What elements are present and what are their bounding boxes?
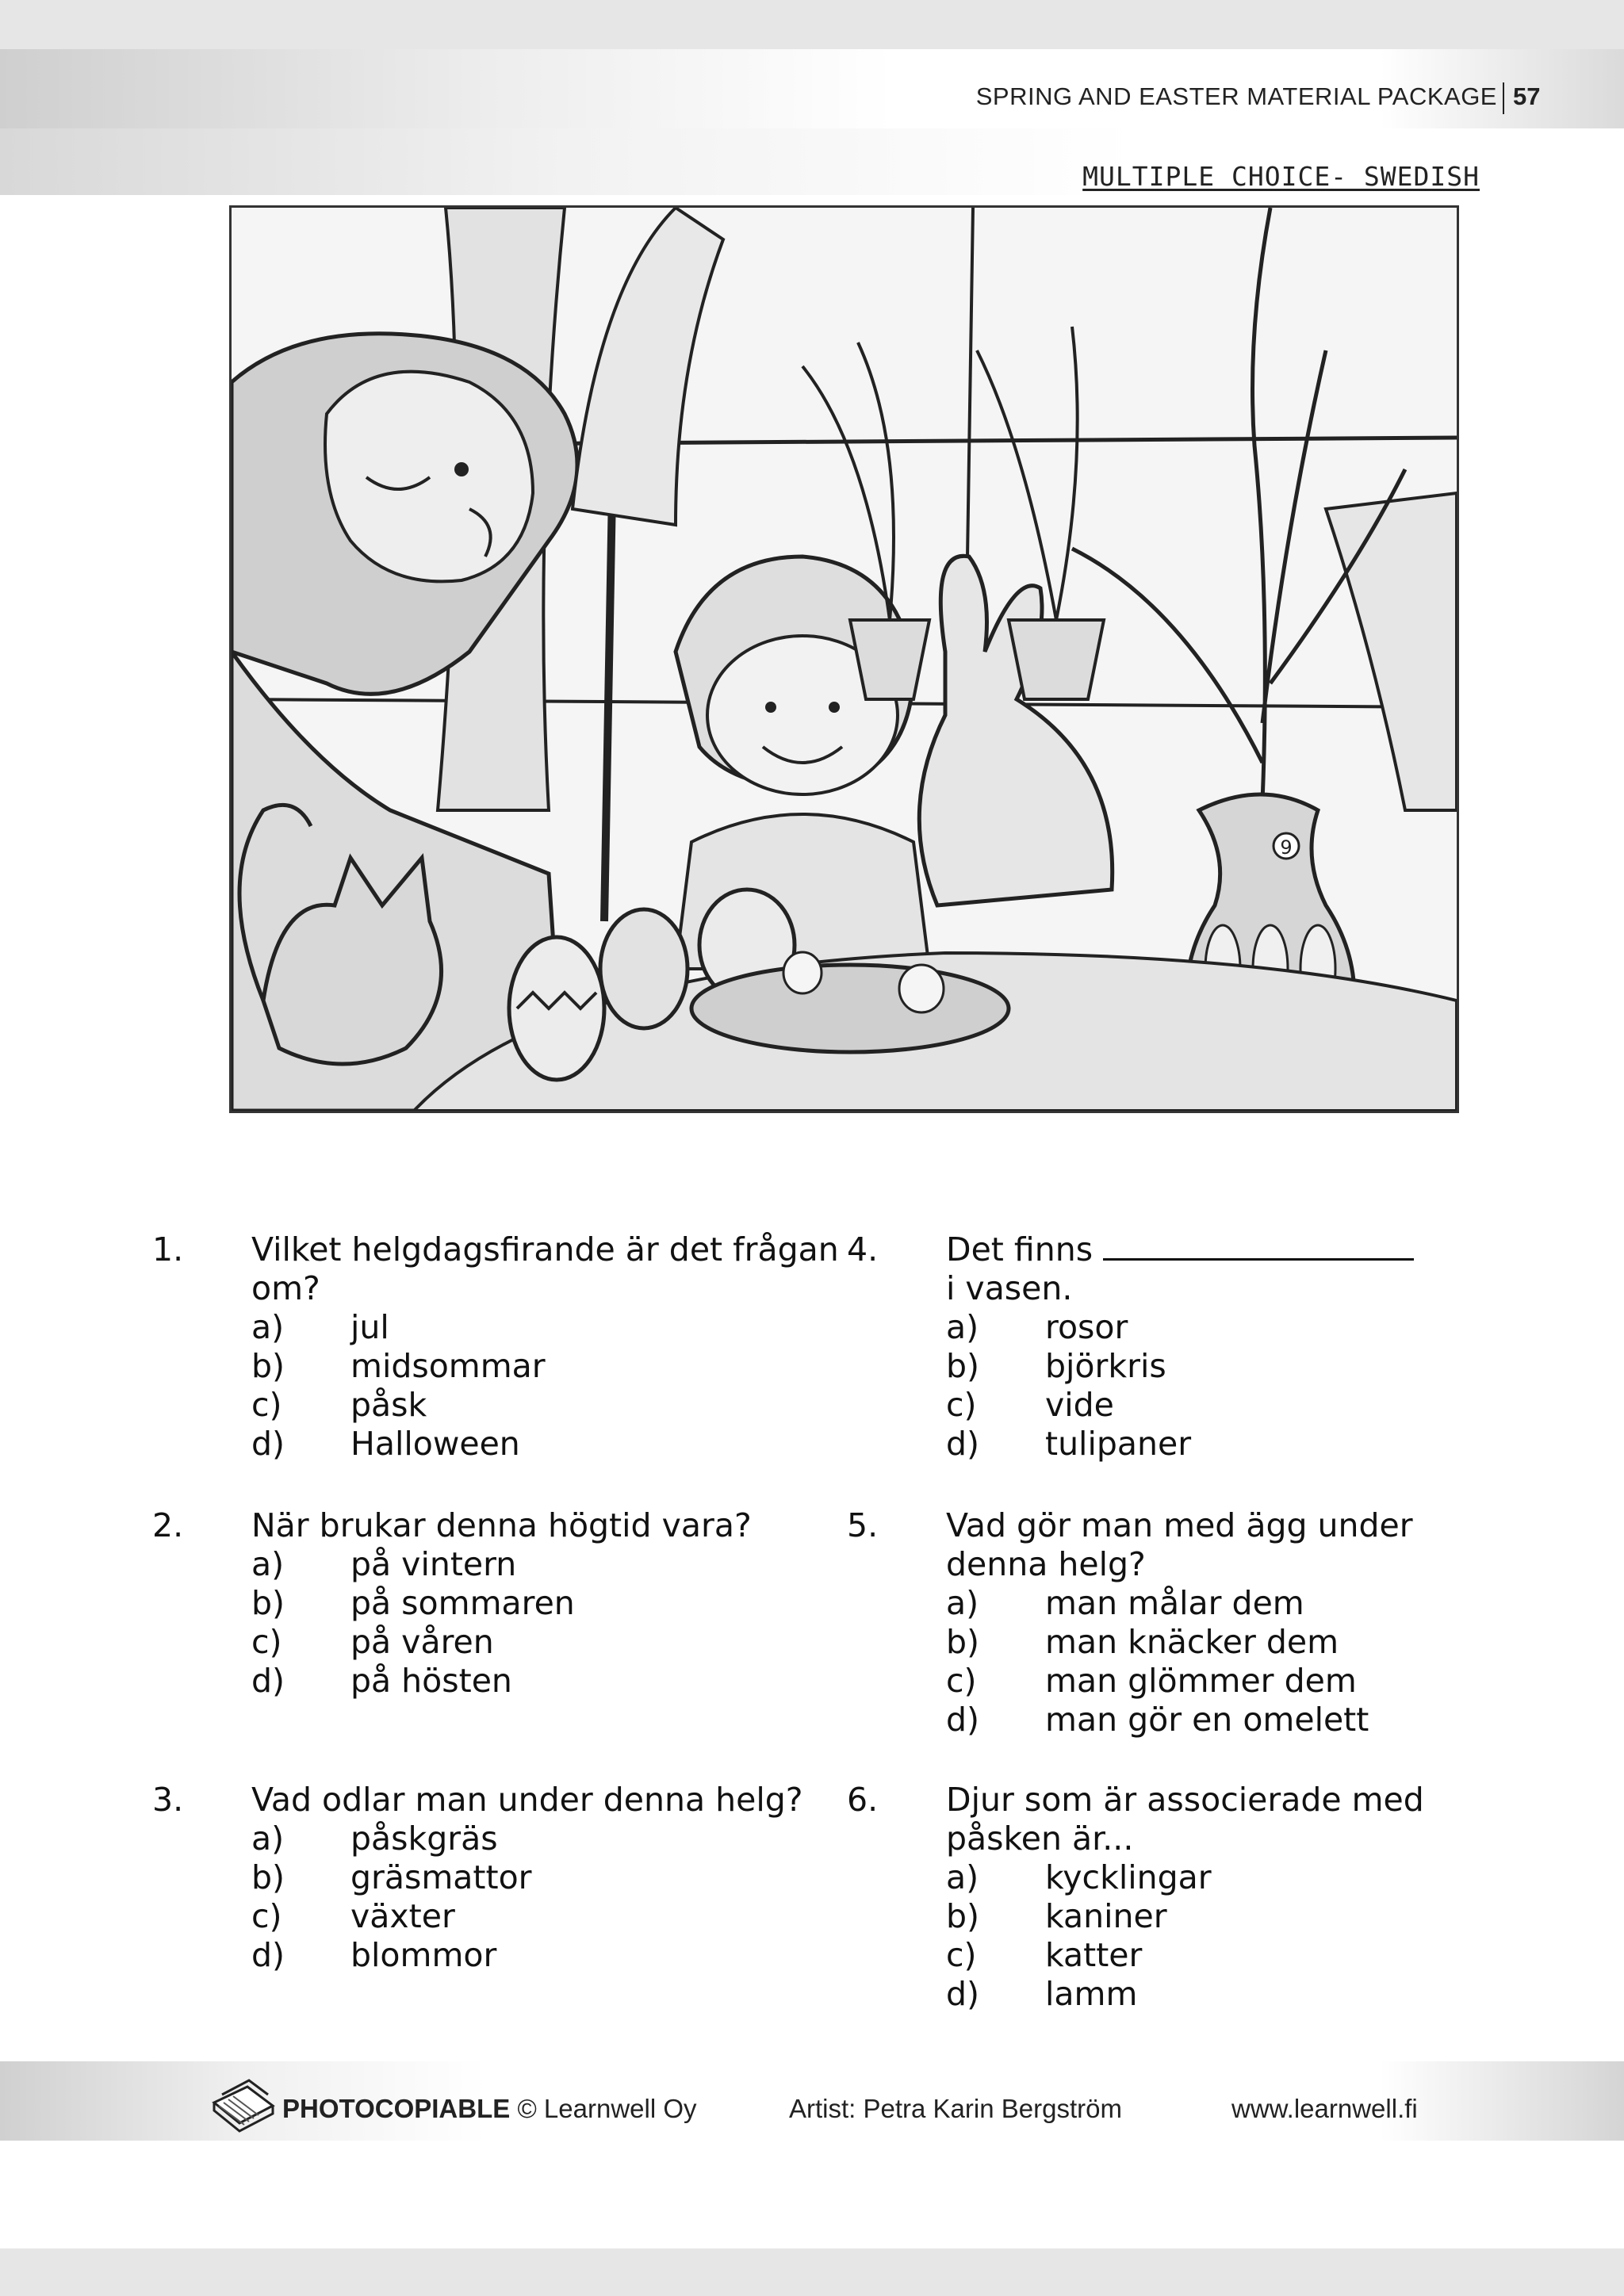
option-text: midsommar [350, 1347, 546, 1385]
option-text: man glömmer dem [1045, 1662, 1357, 1700]
option-letter: d) [946, 1975, 980, 2013]
option-text: påsk [350, 1386, 427, 1424]
artist-credit: Artist: Petra Karin Bergström [789, 2094, 1122, 2123]
option-letter: b) [251, 1584, 285, 1622]
question-text-before: Det finns [946, 1230, 1094, 1269]
option-letter: b) [946, 1347, 980, 1385]
option-text: på vintern [350, 1545, 517, 1583]
option-text: påskgräs [350, 1820, 498, 1858]
option-text: kycklingar [1045, 1858, 1212, 1896]
option-letter: a) [946, 1858, 979, 1896]
option-letter: d) [946, 1425, 980, 1463]
page-separator [1503, 82, 1504, 114]
option-text: rosor [1045, 1308, 1128, 1346]
option-text: vide [1045, 1386, 1114, 1424]
option-text: man målar dem [1045, 1584, 1304, 1622]
top-band [0, 0, 1624, 49]
copyright-text: © Learnwell Oy [517, 2094, 697, 2123]
option-text: tulipaner [1045, 1425, 1192, 1463]
option-text: blommor [350, 1936, 497, 1974]
option-text: Halloween [350, 1425, 520, 1463]
option-text: växter [350, 1897, 455, 1935]
option-text: på hösten [350, 1662, 512, 1700]
question-text: Vilket helgdagsfirande är det frågan om? [251, 1230, 839, 1307]
option-text: gräsmattor [350, 1858, 532, 1896]
easter-scene-illustration [229, 205, 1459, 1113]
option-text: kaniner [1045, 1897, 1167, 1935]
question-text-after: i vasen. [946, 1269, 1073, 1307]
option-letter: b) [946, 1623, 980, 1661]
option-letter: c) [251, 1386, 282, 1424]
option-text: man gör en omelett [1045, 1701, 1369, 1739]
option-letter: b) [251, 1347, 285, 1385]
option-letter: b) [946, 1897, 980, 1935]
option-letter: c) [251, 1897, 282, 1935]
answer-blank[interactable] [1103, 1258, 1414, 1261]
option-letter: c) [946, 1386, 977, 1424]
option-text: lamm [1045, 1975, 1138, 2013]
option-text: katter [1045, 1936, 1143, 1974]
question-text: Vad gör man med ägg under denna helg? [946, 1506, 1413, 1583]
website-link[interactable]: www.learnwell.fi [1231, 2094, 1418, 2123]
question-number: 1. [152, 1230, 184, 1269]
bottom-band [0, 2248, 1624, 2296]
option-text: på våren [350, 1623, 494, 1661]
page-number: 57 [1513, 82, 1541, 110]
option-letter: a) [251, 1545, 285, 1583]
option-letter: d) [251, 1425, 285, 1463]
option-letter: d) [946, 1701, 980, 1739]
question-number: 2. [152, 1506, 184, 1544]
question-text: Djur som är associerade med påsken är... [946, 1781, 1424, 1858]
section-title: MULTIPLE CHOICE- SWEDISH [1082, 161, 1480, 192]
question-text [946, 1230, 1501, 1308]
question-text: Vad odlar man under denna helg? [251, 1781, 803, 1819]
option-letter: c) [251, 1623, 282, 1661]
option-letter: d) [251, 1662, 285, 1700]
option-text: på sommaren [350, 1584, 575, 1622]
option-text: man knäcker dem [1045, 1623, 1339, 1661]
vase-label: 9 [1280, 836, 1293, 859]
option-letter: a) [946, 1584, 979, 1622]
question-number: 5. [847, 1506, 879, 1544]
question-number: 3. [152, 1781, 184, 1819]
option-text: jul [350, 1308, 389, 1346]
easter-scene-icon [232, 208, 1457, 1111]
photocopiable-label: PHOTOCOPIABLE [282, 2094, 511, 2123]
option-letter: d) [251, 1936, 285, 1974]
option-letter: a) [251, 1308, 285, 1346]
footer-copyright [282, 2094, 697, 2124]
photocopy-icon [208, 2071, 279, 2134]
option-letter: a) [251, 1820, 285, 1858]
package-title: SPRING AND EASTER MATERIAL PACKAGE [975, 82, 1497, 110]
question-number: 4. [847, 1230, 879, 1269]
option-letter: c) [946, 1662, 977, 1700]
question-text: När brukar denna högtid vara? [251, 1506, 752, 1544]
option-letter: c) [946, 1936, 977, 1974]
option-letter: b) [251, 1858, 285, 1896]
option-text: björkris [1045, 1347, 1166, 1385]
option-letter: a) [946, 1308, 979, 1346]
question-number: 6. [847, 1781, 879, 1819]
